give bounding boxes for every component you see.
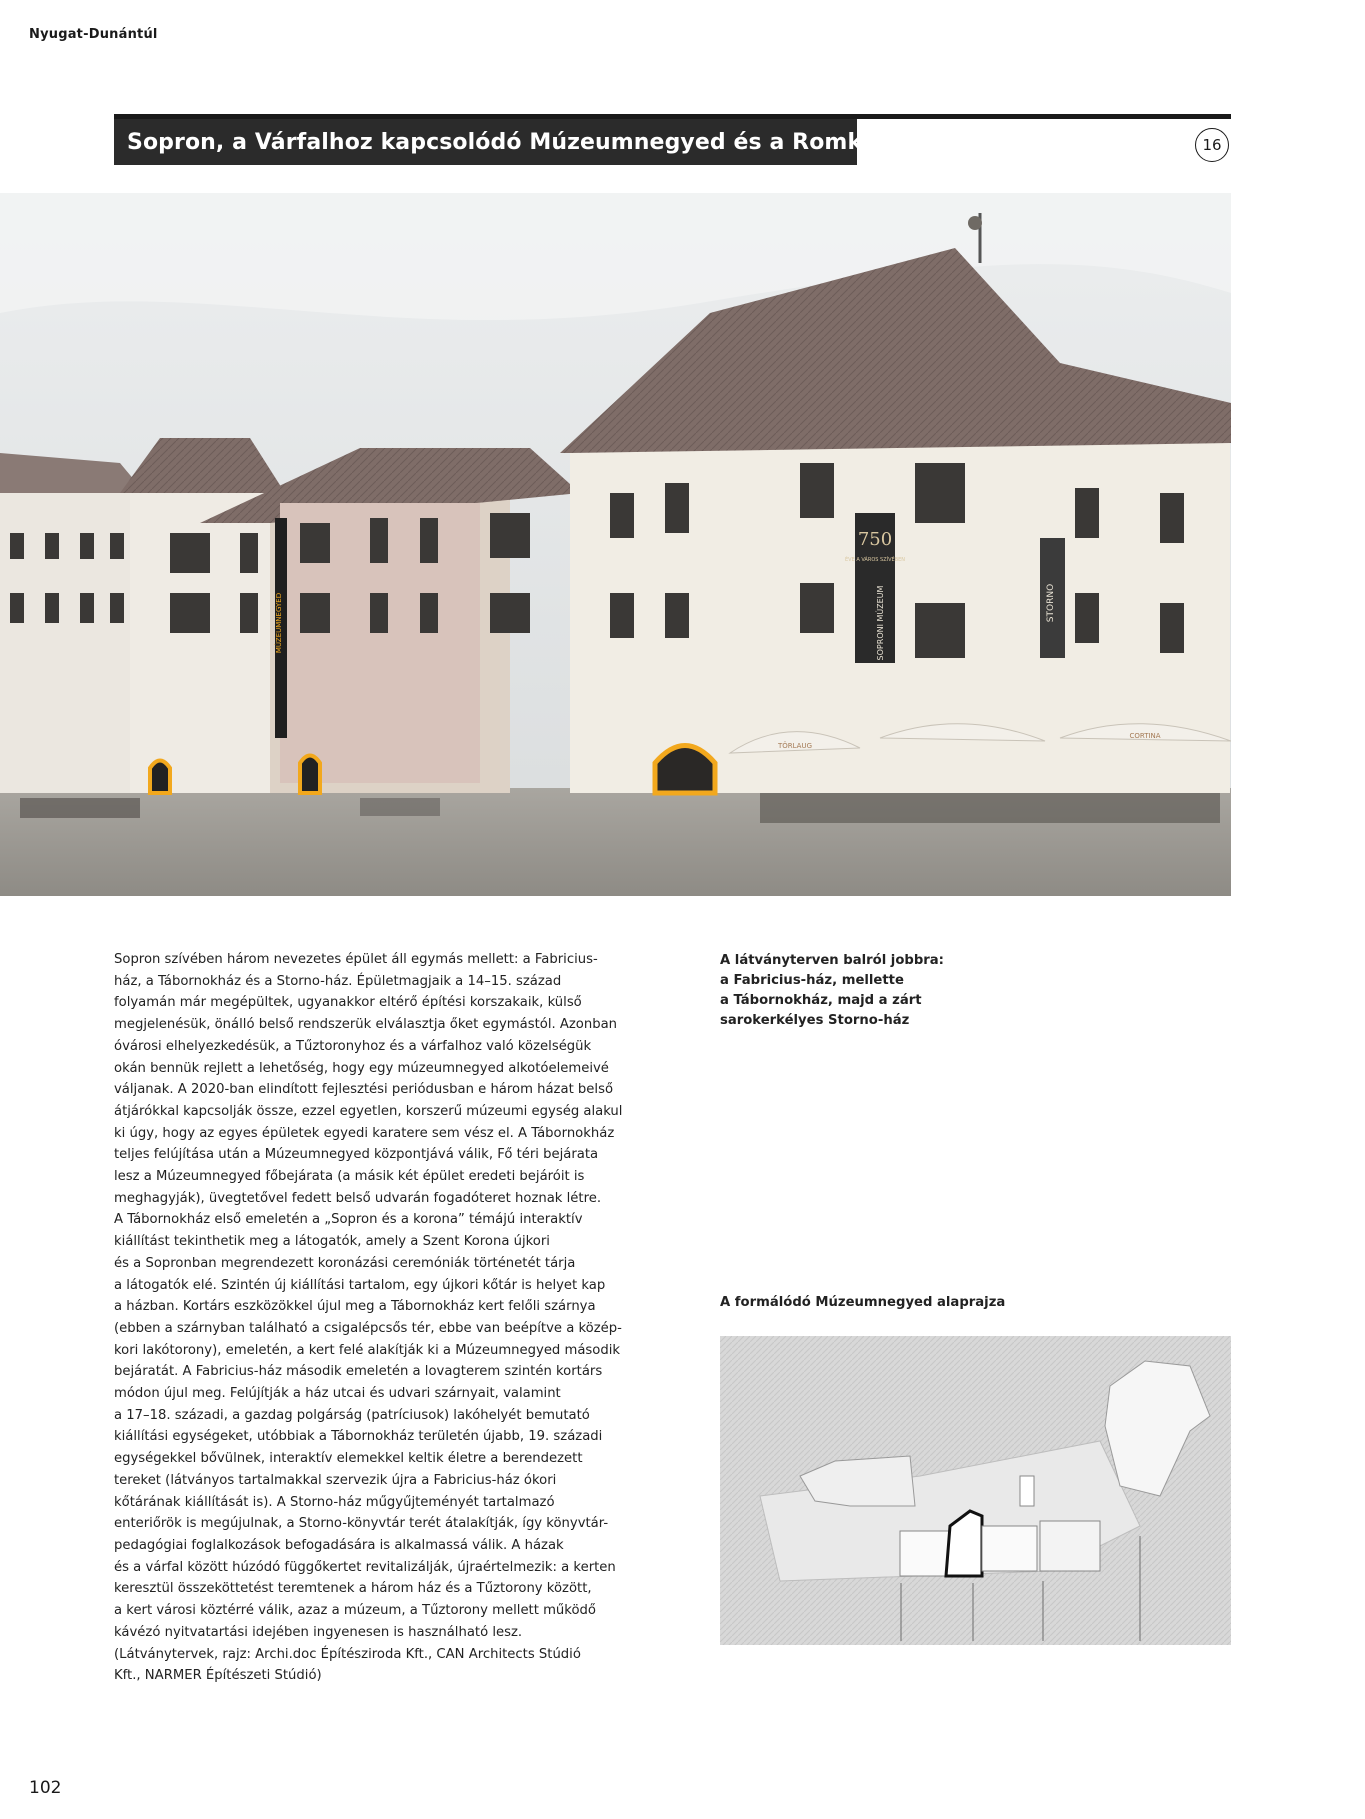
body-line: egységekkel bővülnek, interaktív elemekkel keltik életre a berendezett bbox=[114, 1451, 583, 1467]
body-line: megjelenésük, önálló belső rendszerük elválasztja őket egymástól. Azonban bbox=[114, 1017, 618, 1033]
photo-caption-line: a Tábornokház, majd a zárt bbox=[720, 993, 922, 1008]
photo-caption-line: sarokerkélyes Storno-ház bbox=[720, 1013, 910, 1028]
photo-caption-line: A látványterven balról jobbra: bbox=[720, 953, 944, 968]
body-line: kiállítási egységeket, utóbbiak a Tábornokház területén újabb, 19. századi bbox=[114, 1429, 603, 1445]
museum-quarter-photo bbox=[0, 193, 1231, 896]
body-line: Sopron szívében három nevezetes épület áll egymás mellett: a Fabricius- bbox=[114, 952, 598, 967]
plan-caption: A formálódó Múzeumnegyed alaprajza bbox=[720, 1295, 1006, 1310]
body-line: módon újul meg. Felújítják a ház utcai és udvari szárnyait, valamint bbox=[114, 1386, 561, 1402]
region-label: Nyugat-Dunántúl bbox=[29, 27, 158, 42]
body-line: és a várfal között húzódó függőkertet revitalizálják, újraértelmezik: a kerten bbox=[114, 1559, 616, 1575]
body-line: ház, a Tábornokház és a Storno-ház. Épületmagjaik a 14–15. század bbox=[114, 973, 562, 989]
umbrella-label-2: CORTINA bbox=[1129, 732, 1161, 740]
page-title: Sopron, a Várfalhoz kapcsolódó Múzeumnegyed és a Romkert bbox=[114, 119, 857, 165]
body-line: A Tábornokház első emeletén a „Sopron és a korona” témájú interaktív bbox=[114, 1212, 583, 1228]
banner-mid-sub: ÉVE A VÁROS SZÍVÉBEN bbox=[844, 557, 906, 563]
body-line: váljanak. A 2020-ban elindított fejlesztési periódusban e három házat belső bbox=[114, 1082, 614, 1098]
floor-plan-drawing bbox=[720, 1336, 1231, 1645]
body-line: (ebben a szárnyban található a csigalépcsős tér, ebbe van beépítve a közép- bbox=[114, 1320, 622, 1336]
article-body bbox=[114, 949, 659, 1687]
body-line: meghagyják), üvegtetővel fedett belső udvarán fogadóteret hoznak létre. bbox=[114, 1190, 602, 1206]
body-line: kori lakótorony), emeletén, a kert felé alakítják ki a Múzeumnegyed második bbox=[114, 1342, 621, 1358]
body-line: kávézó nyitvatartási idejében ingyenesen is használható lesz. bbox=[114, 1624, 523, 1640]
body-line: lesz a Múzeumnegyed főbejárata (a másik két épület eredeti bejáróit is bbox=[114, 1169, 585, 1185]
banner-right-text: STORNO bbox=[1046, 583, 1056, 623]
body-line: a látogatók elé. Szintén új kiállítási tartalom, egy újkori kőtár is helyet kap bbox=[114, 1277, 606, 1293]
photo-caption bbox=[720, 951, 980, 1031]
body-line: pedagógiai foglalkozások befogadására is alkalmassá válik. A házak bbox=[114, 1537, 564, 1553]
body-line: tereket (látványos tartalmakkal szervezik újra a Fabricius-ház ókori bbox=[114, 1472, 557, 1488]
body-line: folyamán már megépültek, ugyanakkor eltérő építési korszakaik, külső bbox=[114, 995, 582, 1011]
body-line: enteriőrök is megújulnak, a Storno-könyvtár terét átalakítják, így könyvtár- bbox=[114, 1516, 609, 1532]
banner-left-text: MÚZEUMNEGYED bbox=[275, 592, 283, 654]
umbrella-label-1: TÖRLAUG bbox=[777, 742, 813, 750]
body-line: és a Sopronban megrendezett koronázási ceremóniák történetét tárja bbox=[114, 1255, 576, 1271]
body-line: Kft., NARMER Építészeti Stúdió) bbox=[114, 1668, 322, 1684]
body-line: teljes felújítása után a Múzeumnegyed központjává válik, Fő téri bejárata bbox=[114, 1147, 599, 1163]
article-number-badge: 16 bbox=[1195, 128, 1229, 162]
body-line: átjárókkal kapcsolják össze, ezzel egyetlen, korszerű múzeumi egység alakul bbox=[114, 1103, 623, 1119]
banner-mid-text: SOPRONI MÚZEUM bbox=[876, 585, 885, 661]
body-line: a kert városi köztérré válik, azaz a múzeum, a Tűztorony mellett működő bbox=[114, 1603, 596, 1619]
body-line: keresztül összeköttetést teremtenek a három ház és a Tűztorony között, bbox=[114, 1581, 592, 1597]
body-line: kőtárának kiállítását is). A Storno-ház műgyűjteményét tartalmazó bbox=[114, 1494, 555, 1510]
body-line: óvárosi elhelyezkedésük, a Tűztoronyhoz és a várfalhoz való közelségük bbox=[114, 1038, 592, 1054]
page-number: 102 bbox=[29, 1778, 62, 1798]
body-line: a 17–18. századi, a gazdag polgárság (patríciusok) lakóhelyét bemutató bbox=[114, 1407, 590, 1423]
photo-caption-line: a Fabricius-ház, mellette bbox=[720, 973, 904, 988]
body-line: kiállítást tekinthetik meg a látogatók, amely a Szent Korona újkori bbox=[114, 1234, 550, 1250]
body-line: (Látványtervek, rajz: Archi.doc Építésziroda Kft., CAN Architects Stúdió bbox=[114, 1646, 581, 1662]
body-line: okán bennük rejlett a lehetőség, hogy egy múzeumnegyed alkotóelemeivé bbox=[114, 1060, 609, 1076]
body-line: bejáratát. A Fabricius-ház második emeletén a lovagterem szintén kortárs bbox=[114, 1364, 603, 1380]
body-line: ki úgy, hogy az egyes épületek egyedi karatere sem vész el. A Tábornokház bbox=[114, 1125, 615, 1141]
body-line: a házban. Kortárs eszközökkel újul meg a Tábornokház kert felőli szárnya bbox=[114, 1299, 596, 1315]
banner-mid-year: 750 bbox=[857, 529, 893, 550]
